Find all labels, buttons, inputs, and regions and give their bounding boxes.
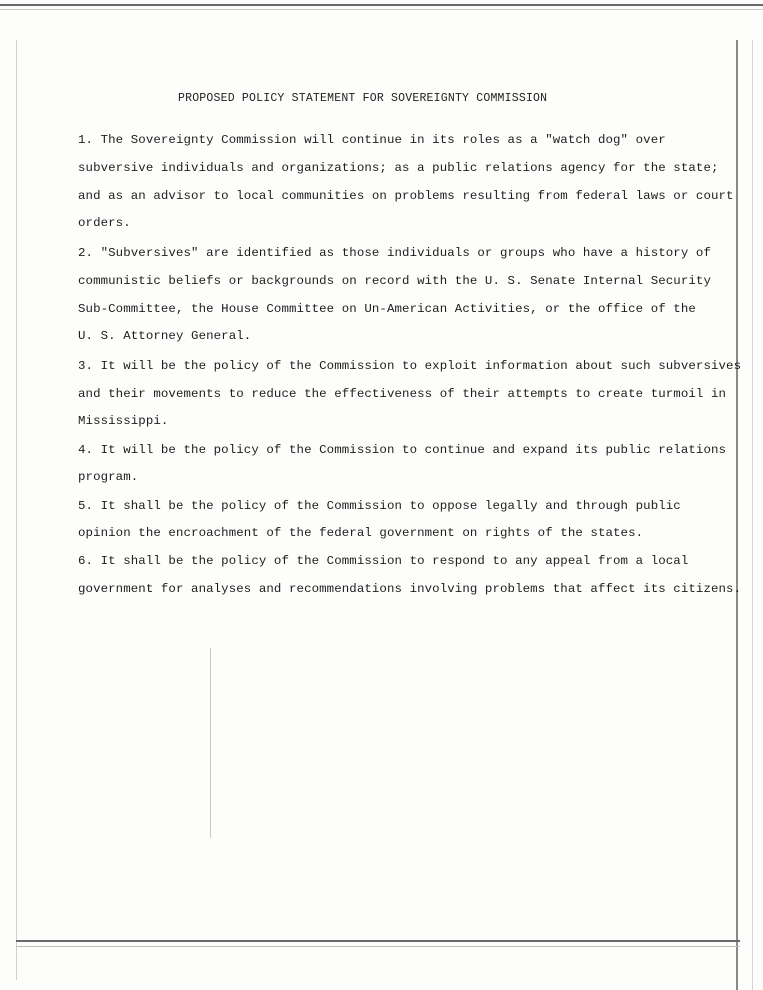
- text-line: 3. It will be the policy of the Commission to exploit information about such subversives: [78, 359, 742, 373]
- text-line: and as an advisor to local communities on problems resulting from federal laws or court: [78, 189, 734, 203]
- page-edge-bottom: [16, 940, 740, 942]
- text-line: government for analyses and recommendations involving problems that affect its citizens.: [78, 582, 742, 596]
- text-line: subversive individuals and organizations; as a public relations agency for the state;: [78, 161, 719, 175]
- page-edge-bottom-thin: [16, 946, 740, 947]
- text-line: 4. It will be the policy of the Commission to continue and expand its public relations: [78, 443, 727, 457]
- text-line: opinion the encroachment of the federal government on rights of the states.: [78, 526, 644, 540]
- text-line: program.: [78, 470, 139, 484]
- text-line: and their movements to reduce the effectiveness of their attempts to create turmoil in: [78, 387, 727, 401]
- text-line: 6. It shall be the policy of the Commission to respond to any appeal from a local: [78, 554, 689, 568]
- page-edge-right-outer: [752, 40, 753, 990]
- page-edge-right: [736, 40, 738, 990]
- text-line: Sub-Committee, the House Committee on Un-American Activities, or the office of the: [78, 302, 696, 316]
- page-edge-left: [16, 40, 17, 980]
- text-line: orders.: [78, 216, 131, 230]
- text-line: Mississippi.: [78, 414, 169, 428]
- document-title: PROPOSED POLICY STATEMENT FOR SOVEREIGNTY COMMISSION: [178, 92, 548, 105]
- text-line: 5. It shall be the policy of the Commission to oppose legally and through public: [78, 499, 681, 513]
- scan-artifact-line: [210, 648, 211, 838]
- page-edge-top: [0, 4, 763, 6]
- page-edge-top-thin: [0, 9, 763, 10]
- text-line: 1. The Sovereignty Commission will continue in its roles as a "watch dog" over: [78, 133, 666, 147]
- text-line: U. S. Attorney General.: [78, 329, 252, 343]
- text-line: 2. "Subversives" are identified as those individuals or groups who have a history of: [78, 246, 711, 260]
- text-line: communistic beliefs or backgrounds on record with the U. S. Senate Internal Security: [78, 274, 711, 288]
